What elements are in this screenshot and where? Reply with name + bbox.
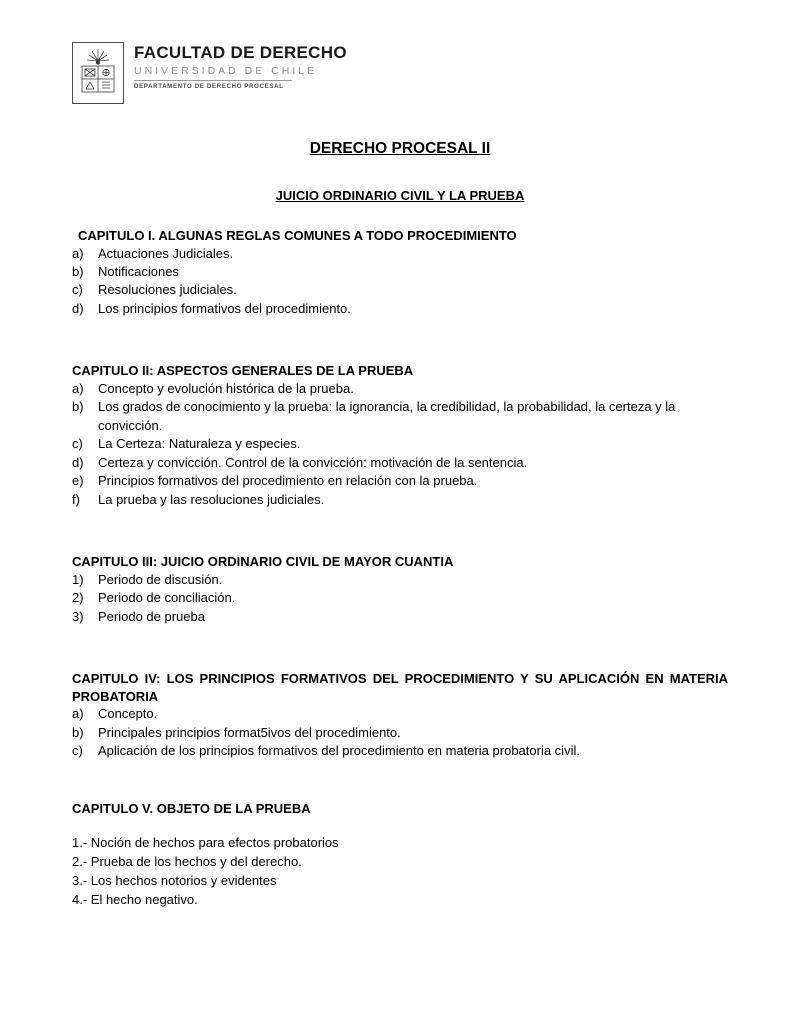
list-item-text: 2.- Prueba de los hechos y del derecho. [72, 853, 302, 869]
list-item-text: Principios formativos del procedimiento en relación con la prueba. [98, 473, 478, 489]
list-marker: f) [72, 491, 80, 507]
list-item [72, 608, 728, 626]
list-item-text: Actuaciones Judiciales. [98, 245, 234, 261]
list-item-text: Periodo de conciliación. [98, 590, 236, 606]
list-marker: d) [72, 454, 84, 470]
list-item [72, 742, 728, 760]
chapter-list-5 [72, 834, 728, 909]
page-subtitle: JUICIO ORDINARIO CIVIL Y LA PRUEBA [275, 188, 525, 203]
faculty-name: FACULTAD DE DERECHO [134, 43, 347, 62]
list-item-text: Concepto y evolución histórica de la prueba. [98, 380, 354, 396]
letterhead [72, 40, 728, 118]
chapter-heading-1: CAPITULO I. ALGUNAS REGLAS COMUNES A TODO PROCEDIMIENTO [78, 228, 517, 243]
list-item [72, 300, 728, 318]
list-marker: a) [72, 245, 84, 261]
chapter-list-1 [72, 245, 728, 319]
list-item-text: Periodo de discusión. [98, 571, 223, 587]
list-marker: a) [72, 380, 84, 396]
list-marker: 3) [72, 608, 84, 624]
list-item [72, 263, 728, 281]
department-name: DEPARTAMENTO DE DERECHO PROCESAL [134, 82, 284, 90]
chapter-heading-3: CAPITULO III: JUICIO ORDINARIO CIVIL DE MAYOR CUANTIA [72, 554, 454, 570]
list-item-text: 1.- Noción de hechos para efectos probatorios [72, 834, 339, 850]
list-marker: 2) [72, 590, 84, 606]
chapter-list-3 [72, 571, 728, 626]
list-marker: b) [72, 264, 84, 279]
chapter-list-4 [72, 705, 728, 760]
list-item [72, 454, 728, 472]
list-item [72, 398, 728, 435]
letterhead-divider [134, 80, 292, 81]
chapter-heading-4: CAPITULO IV: LOS PRINCIPIOS FORMATIVOS DEL PROCEDIMIENTO Y SU APLICACIÓN EN MATERIA PROBATORIA [72, 670, 728, 704]
list-item [72, 435, 728, 453]
list-marker: b) [72, 399, 84, 415]
list-item-text: La prueba y las resoluciones judiciales. [98, 491, 325, 507]
list-marker: d) [72, 300, 84, 316]
list-item-text: Certeza y convicción. Control de la convicción: motivación de la sentencia. [98, 454, 528, 470]
list-marker: 1) [72, 571, 84, 587]
list-item [72, 472, 728, 490]
list-marker: c) [72, 436, 83, 452]
list-item [72, 724, 728, 742]
list-item-text: Notificaciones [98, 264, 179, 279]
page-title: DERECHO PROCESAL II [309, 140, 491, 157]
list-item-text: Periodo de prueba [98, 608, 205, 624]
chapter-list-2 [72, 380, 728, 509]
university-name: UNIVERSIDAD DE CHILE [134, 64, 318, 77]
list-item-text: 3.- Los hechos notorios y evidentes [72, 872, 277, 888]
chapter-heading-5: CAPITULO V. OBJETO DE LA PRUEBA [72, 801, 311, 817]
list-item-text: La Certeza: Naturaleza y especies. [98, 436, 301, 452]
university-crest-icon [72, 42, 124, 104]
list-marker: b) [72, 724, 84, 740]
list-item [72, 245, 728, 263]
list-item-text: Los grados de conocimiento y la prueba: la ignorancia, la credibilidad, la probabilidad, la certeza y la convicción. [98, 399, 676, 433]
chapter-heading-2: CAPITULO II: ASPECTOS GENERALES DE LA PRUEBA [72, 363, 414, 379]
list-marker: e) [72, 473, 84, 489]
list-item-text: Aplicación de los principios formativos del procedimiento en materia probatoria civil. [98, 742, 580, 758]
list-item-text: Principales principios format5ivos del procedimiento. [98, 724, 401, 740]
list-marker: c) [72, 282, 83, 298]
list-item [72, 571, 728, 589]
list-item [72, 380, 728, 398]
list-item [72, 589, 728, 607]
list-item-text: Concepto. [98, 706, 158, 722]
list-marker: c) [72, 742, 83, 758]
list-item-text: 4.- El hecho negativo. [72, 891, 198, 907]
list-item [72, 491, 728, 509]
list-item-text: Resoluciones judiciales. [98, 282, 237, 298]
list-item [72, 281, 728, 299]
list-marker: a) [72, 706, 84, 722]
list-item [72, 705, 728, 723]
list-item-text: Los principios formativos del procedimiento. [98, 300, 351, 316]
